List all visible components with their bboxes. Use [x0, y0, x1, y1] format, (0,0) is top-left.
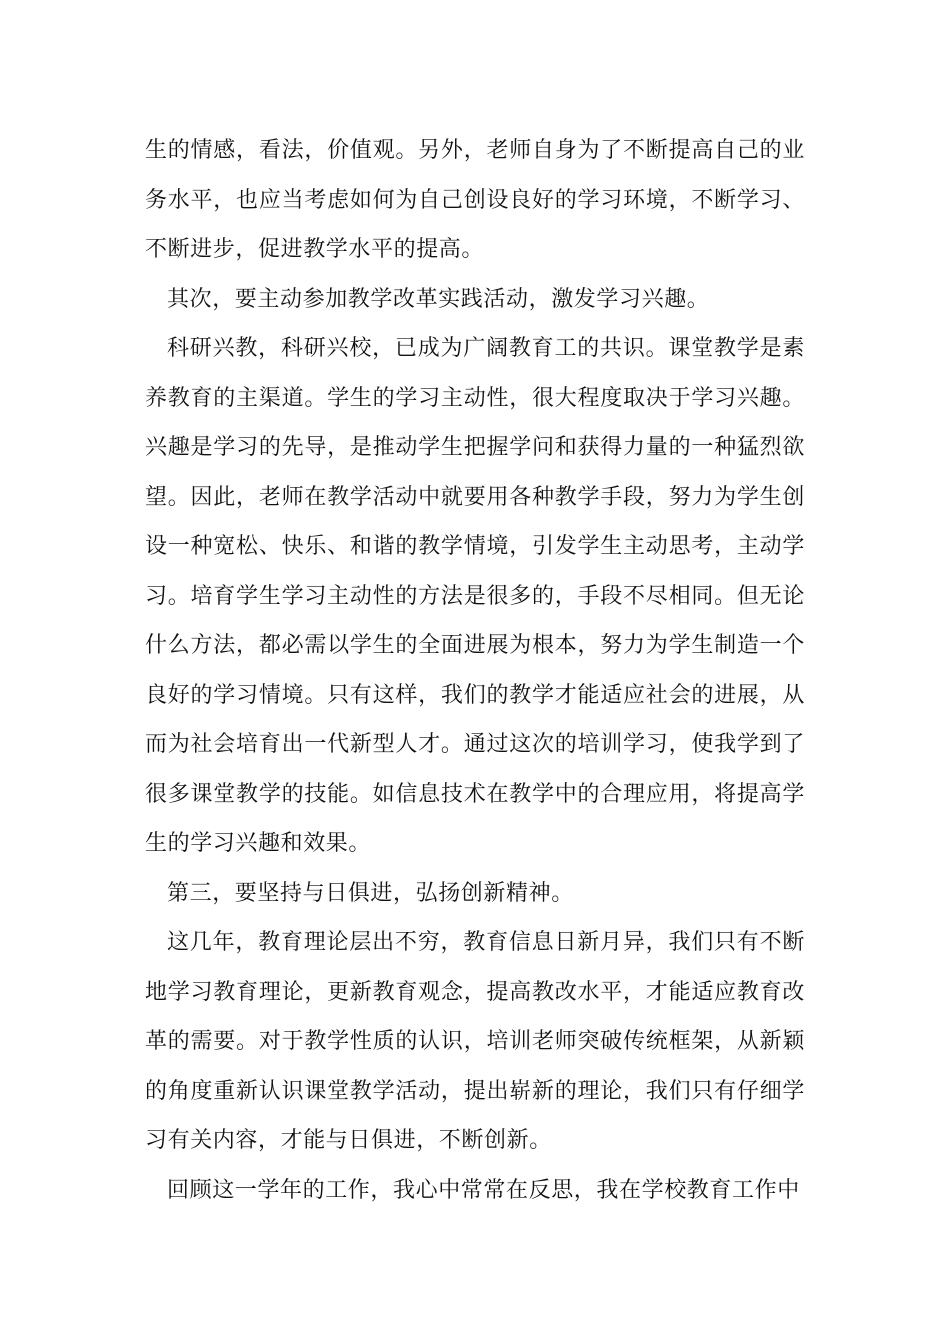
- paragraph-heading-second: 其次，要主动参加教学改革实践活动，激发学习兴趣。: [167, 286, 710, 312]
- document-body: [145, 126, 805, 1215]
- paragraph-continuation: 生的情感，看法，价值观。另外，老师自身为了不断提高自己的业务水平，也应当考虑如何为自己创设良好的学习环境，不断学习、不断进步，促进教学水平的提高。: [145, 138, 805, 262]
- paragraph-theory: 这几年，教育理论层出不穷，教育信息日新月异，我们只有不断地学习教育理论，更新教育观念，提高教改水平，才能适应教育改革的需要。对于教学性质的认识，培训老师突破传统框架，从新颖的角度重新认识课堂教学活动，提出崭新的理论，我们只有仔细学习有关内容，才能与日俱进，不断创新。: [145, 930, 805, 1153]
- paragraph-heading-third: 第三，要坚持与日俱进，弘扬创新精神。: [167, 880, 574, 906]
- paragraph-research: 科研兴教，科研兴校，已成为广阔教育工的共识。课堂教学是素养教育的主渠道。学生的学习主动性，很大程度取决于学习兴趣。兴趣是学习的先导，是推动学生把握学问和获得力量的一种猛烈欲望。因此，老师在教学活动中就要用各种教学手段，努力为学生创设一种宽松、快乐、和谐的教学情境，引发学生主动思考，主动学习。培育学生学习主动性的方法是很多的，手段不尽相同。但无论什么方法，都必需以学生的全面进展为根本，努力为学生制造一个良好的学习情境。只有这样，我们的教学才能适应社会的进展，从而为社会培育出一代新型人才。通过这次的培训学习，使我学到了很多课堂教学的技能。如信息技术在教学中的合理应用，将提高学生的学习兴趣和效果。: [145, 336, 805, 856]
- paragraph-review: 回顾这一学年的工作，我心中常常在反思，我在学校教育工作中: [167, 1177, 800, 1203]
